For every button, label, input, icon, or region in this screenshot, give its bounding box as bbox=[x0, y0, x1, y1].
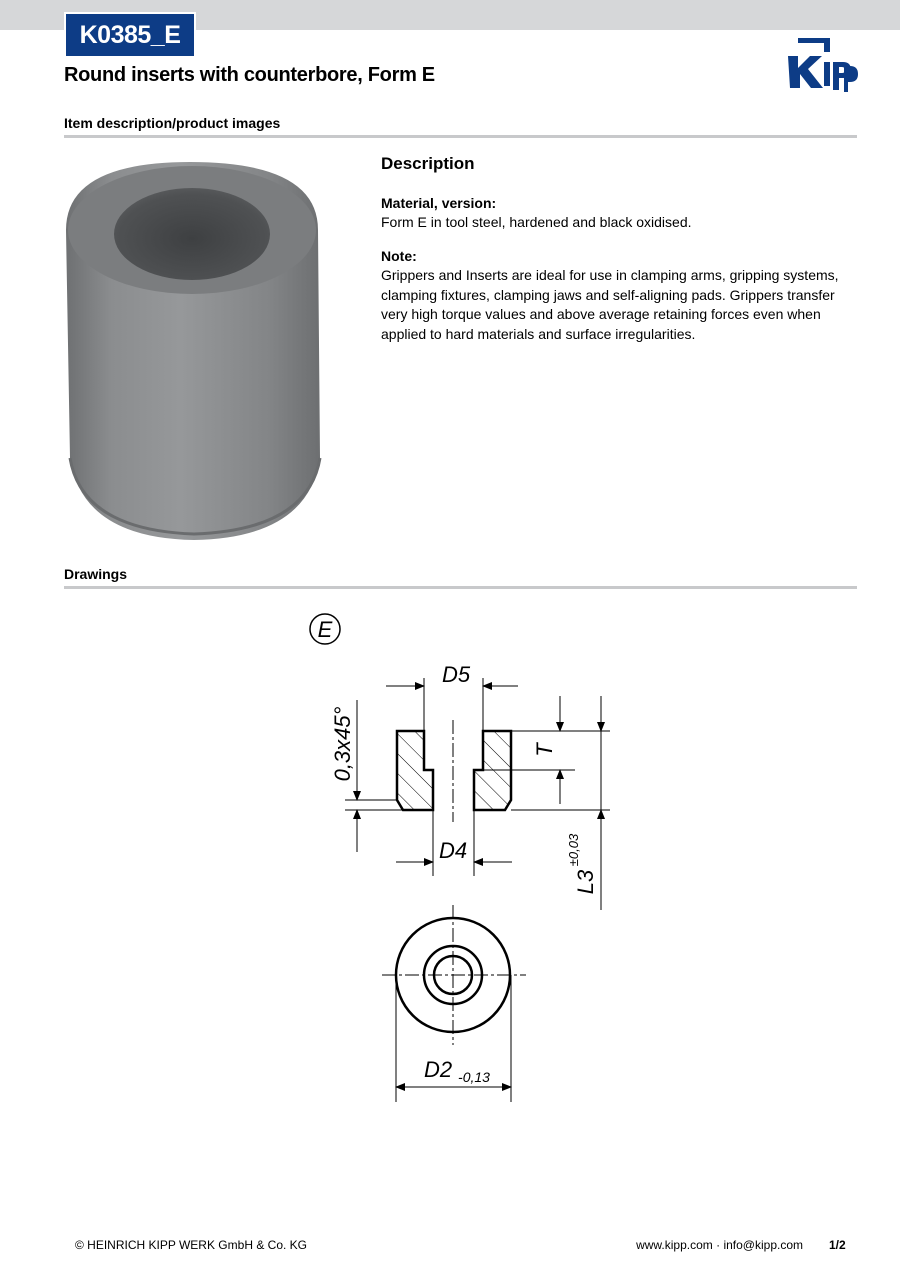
section-view bbox=[397, 720, 511, 822]
svg-text:-0,13: -0,13 bbox=[458, 1069, 490, 1085]
product-image-round-insert bbox=[62, 158, 326, 544]
page-title: Round inserts with counterbore, Form E bbox=[64, 64, 435, 86]
section-title-item-description: Item description/product images bbox=[64, 115, 281, 131]
section-divider bbox=[64, 135, 857, 138]
svg-text:D4: D4 bbox=[438, 838, 468, 863]
svg-text:E: E bbox=[317, 617, 333, 642]
material-block bbox=[381, 194, 861, 233]
svg-text:T: T bbox=[532, 743, 557, 757]
svg-text:D2: D2 bbox=[423, 1057, 453, 1082]
dimension-d4 bbox=[396, 810, 512, 876]
svg-text:L3: L3 bbox=[573, 869, 598, 895]
description-panel bbox=[381, 154, 861, 358]
top-view bbox=[382, 905, 526, 1045]
section-title-drawings: Drawings bbox=[64, 566, 128, 582]
note-text: Grippers and Inserts are ideal for use in clamping arms, gripping systems, clamping fixtures, clamping jaws and self-aligning pads. Grippers transfer very high torque values and above average retaining forces even when applied to hard materials and surface irregularities. bbox=[381, 267, 839, 342]
page-number: 1/2 bbox=[829, 1238, 846, 1252]
footer-contact: www.kipp.com · info@kipp.com bbox=[636, 1238, 803, 1252]
footer-copyright: © HEINRICH KIPP WERK GmbH & Co. KG bbox=[75, 1238, 307, 1252]
material-label: Material, version: bbox=[381, 194, 497, 211]
material-text: Form E in tool steel, hardened and black oxidised. bbox=[381, 214, 692, 230]
dimension-chamfer bbox=[330, 700, 403, 852]
section-divider bbox=[64, 586, 857, 589]
description-heading: Description bbox=[381, 154, 475, 173]
dimension-d5 bbox=[386, 662, 518, 731]
svg-text:±0,03: ±0,03 bbox=[566, 833, 581, 867]
technical-drawing bbox=[300, 610, 640, 1110]
note-label: Note: bbox=[381, 247, 417, 264]
svg-text:D5: D5 bbox=[441, 662, 471, 687]
kipp-logo bbox=[784, 36, 858, 92]
article-code-badge: K0385_E bbox=[66, 14, 194, 56]
note-block bbox=[381, 247, 861, 345]
svg-text:0,3x45°: 0,3x45° bbox=[330, 706, 355, 782]
form-letter-marker bbox=[310, 614, 340, 644]
